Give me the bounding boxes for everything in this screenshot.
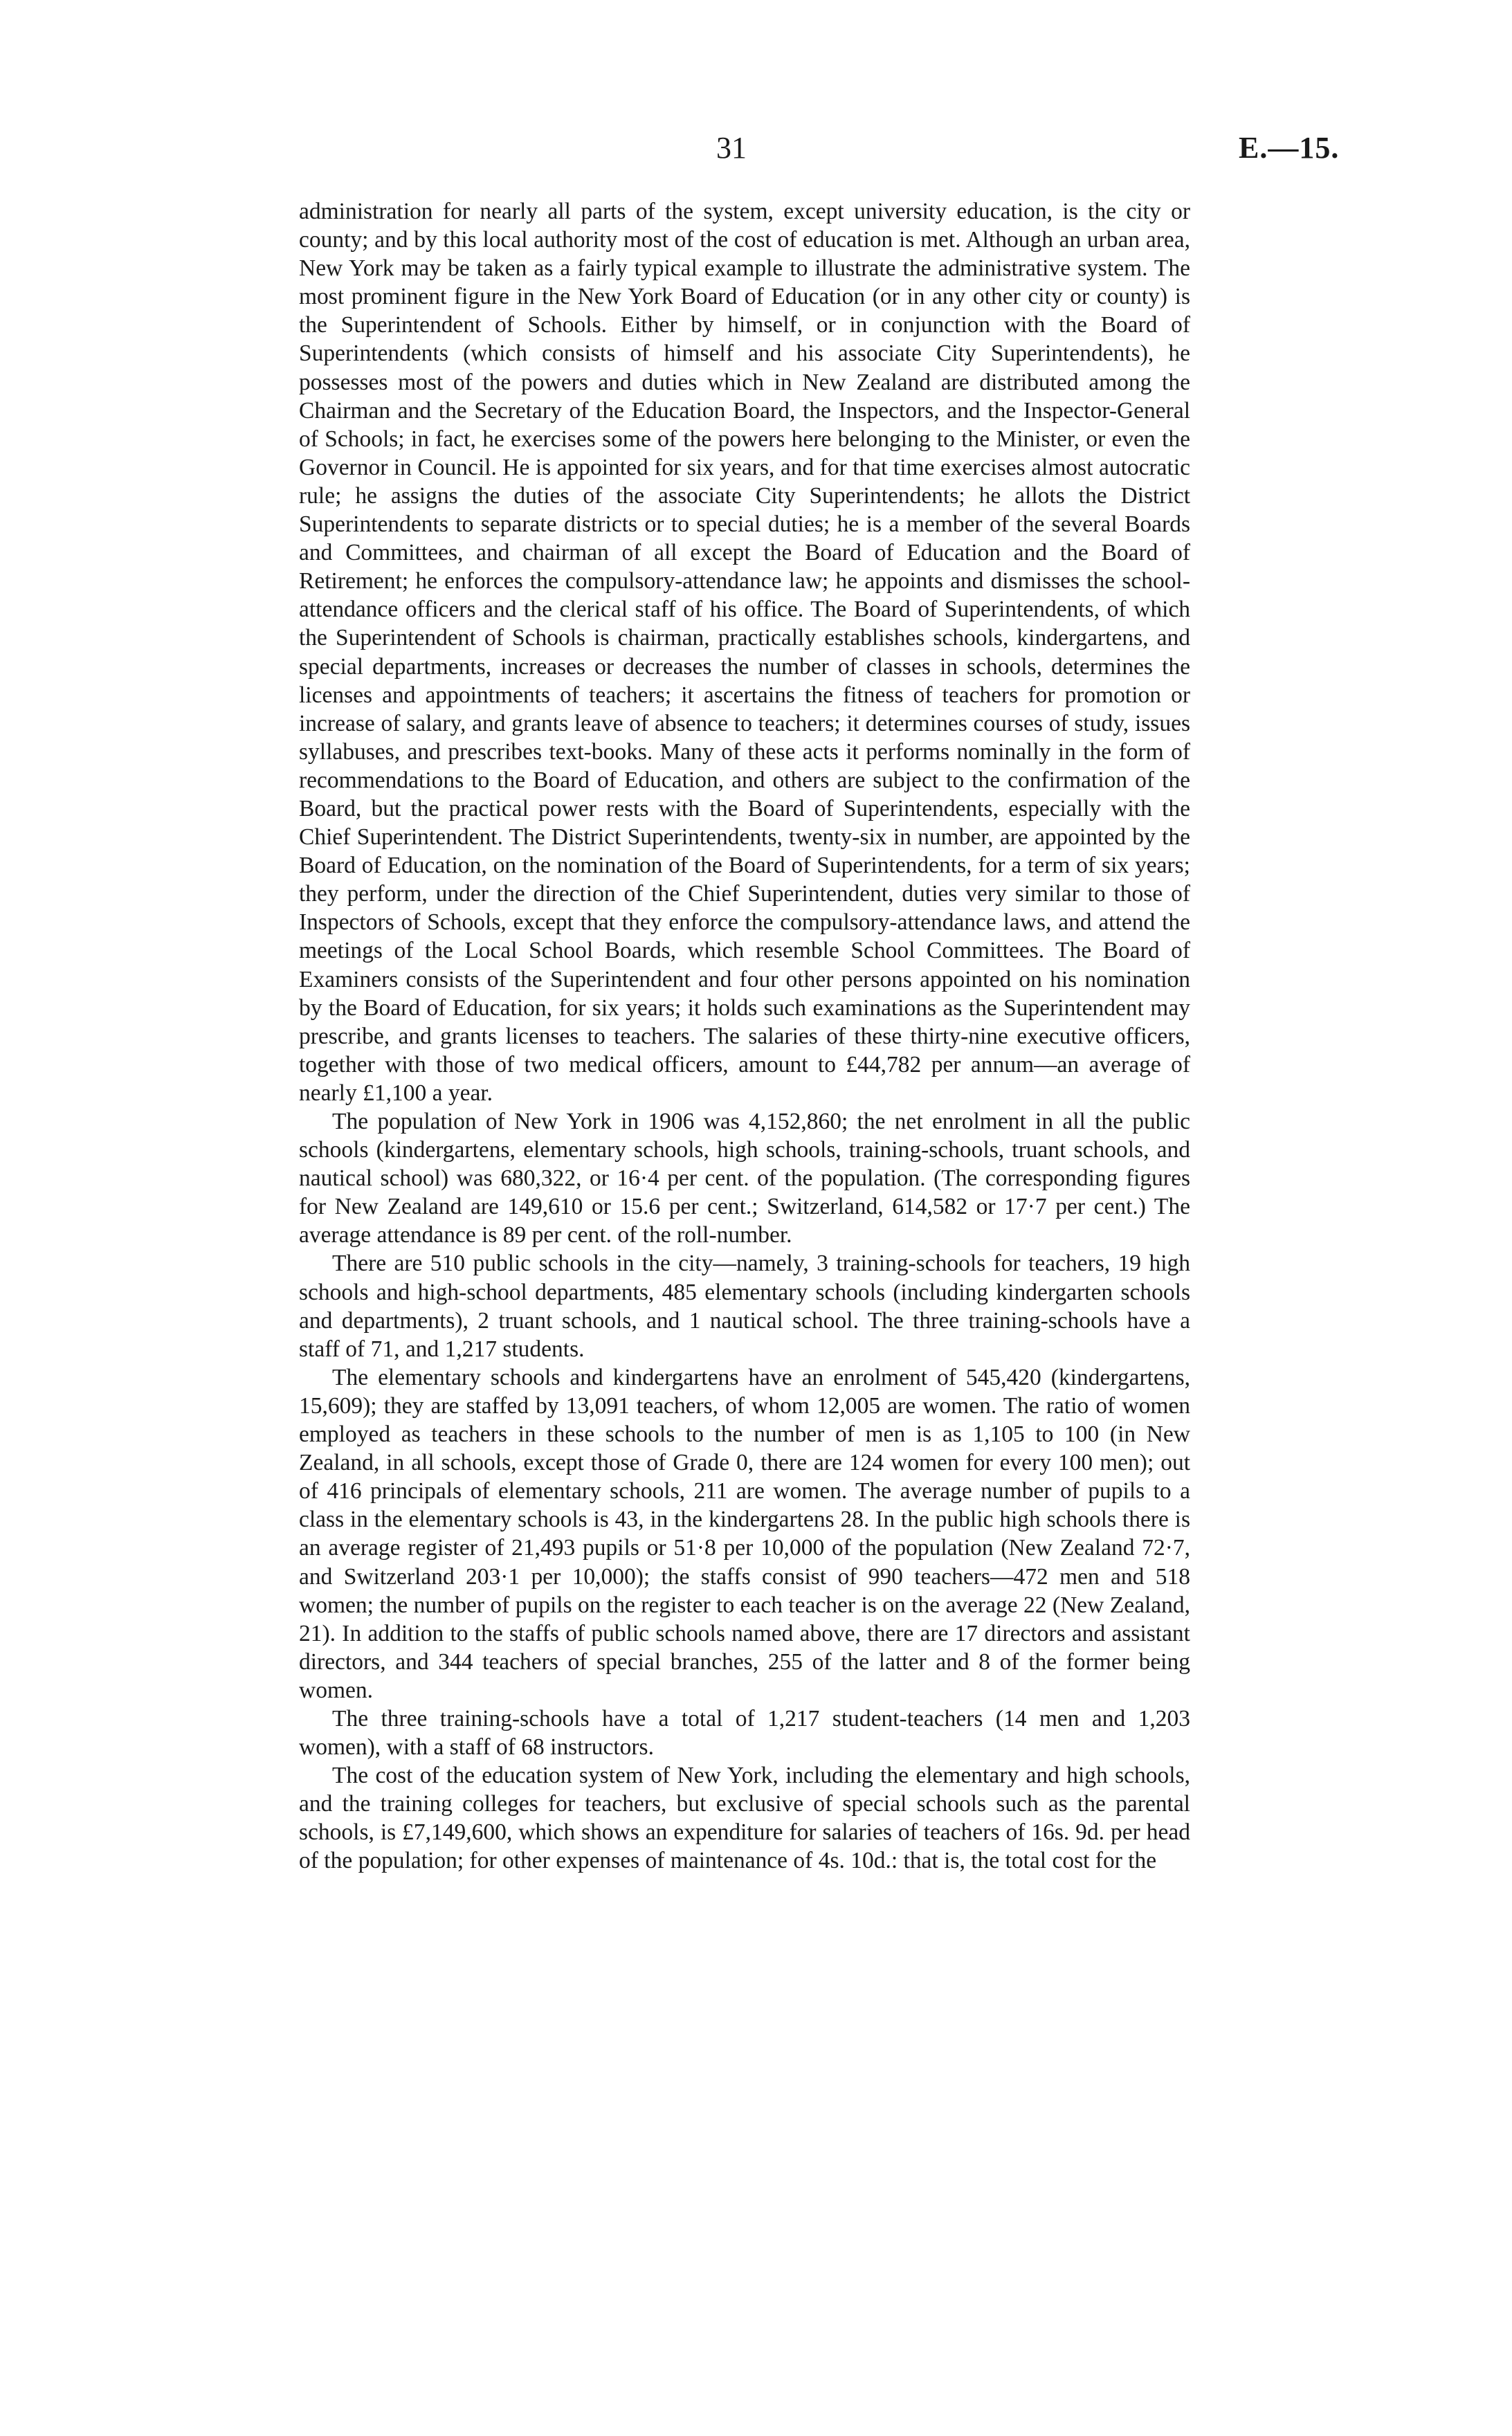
page-number: 31 (716, 131, 747, 165)
paragraph-elementary-schools: The elementary schools and kindergartens have an enrolment of 545,420 (kindergartens, 15,609); they are staffed by 13,091 teachers, of whom 12,005 are women. The ratio of women employed as teachers in these schools to the number of men is as 1,105 to 100 (in New Zealand, in all schools, except those of Grade 0, there are 124 women for every 100 men); out of 416 principals of elementary schools, 211 are women. The average number of pupils to a class in the elementary schools is 43, in the kindergartens 28. In the public high schools there is an average register of 21,493 pupils or 51·8 per 10,000 of the population (New Zealand 72·7, and Switzerland 203·1 per 10,000); the staffs consist of 990 teachers—472 men and 518 women; the number of pupils on the register to each teacher is on the average 22 (New Zealand, 21). In addition to the staffs of public schools named above, there are 17 directors and assistant directors, and 344 teachers of special branches, 255 of the latter and 8 of the former being women. (299, 1364, 1190, 1703)
paragraph-cost: The cost of the education system of New York, including the elementary and high schools, and the training colleges for teachers, but exclusive of special schools such as the parental schools, is £7,149,600, which shows an expenditure for salaries of teachers of 16s. 9d. per head of the population; for other expenses of maintenance of 4s. 10d.: that is, the total cost for the (299, 1763, 1190, 1874)
paragraph-administration: administration for nearly all parts of the system, except university education, is the city or county; and by this local authority most of the cost of education is met. Although an urban area, New York may be taken as a fairly typical example to illustrate the administrative system. The most prominent figure in the New York Board of Education (or in any other city or county) is the Superintendent of Schools. Either by himself, or in conjunction with the Board of Superintendents (which consists of himself and his associate City Superintendents), he possesses most of the powers and duties which in New Zealand are distributed among the Chairman and the Secretary of the Education Board, the Inspectors, and the Inspector-General of Schools; in fact, he exercises some of the powers here belonging to the Minister, or even the Governor in Council. He is appointed for six years, and for that time exercises almost autocratic rule; he assigns the duties of the associate City Superintendents; he allots the District Superintendents to separate districts or to special duties; he is a member of the several Boards and Committees, and chairman of all except the Board of Education and the Board of Retirement; he enforces the compulsory-attendance law; he appoints and dismisses the school-attendance officers and the clerical staff of his office. The Board of Superintendents, of which the Superintendent of Schools is chairman, practically establishes schools, kindergartens, and special departments, increases or decreases the number of classes in schools, determines the licenses and appointments of teachers; it ascertains the fitness of teachers for promotion or increase of salary, and grants leave of absence to teachers; it determines courses of study, issues syllabuses, and prescribes text-books. Many of these acts it performs nominally in the form of recommendations to the Board of Education, and others are subject to the confirmation of the Board, but the practical power rests with the Board of Superintendents, especially with the Chief Superintendent. The District Superintendents, twenty-six in number, are appointed by the Board of Education, on the nomination of the Board of Superintendents, for a term of six years; they perform, under the direction of the Chief Superintendent, duties very similar to those of Inspectors of Schools, except that they enforce the compulsory-attendance laws, and attend the meetings of the Local School Boards, which resemble School Committees. The Board of Examiners consists of the Superintendent and four other persons appointed on his nomination by the Board of Education, for six years; it holds such examinations as the Superintendent may prescribe, and grants licenses to teachers. The salaries of these thirty-nine executive officers, together with those of two medical officers, amount to £44,782 per annum—an average of nearly £1,100 a year. (299, 199, 1190, 1106)
paragraph-public-schools: There are 510 public schools in the city—namely, 3 training-schools for teachers, 19 high schools and high-school departments, 485 elementary schools (including kindergarten schools and departments), 2 truant schools, and 1 nautical school. The three training-schools have a staff of 71, and 1,217 students. (299, 1251, 1190, 1362)
paragraph-training-schools: The three training-schools have a total of 1,217 student-teachers (14 men and 1,203 women), with a staff of 68 instructors. (299, 1705, 1190, 1761)
body-text (299, 197, 1190, 1875)
page-header (0, 130, 1512, 172)
document-reference: E.—15. (1239, 131, 1340, 165)
paragraph-population: The population of New York in 1906 was 4,152,860; the net enrolment in all the public schools (kindergartens, elementary schools, high schools, training-schools, truant schools, and nautical school) was 680,322, or 16·4 per cent. of the population. (The corresponding figures for New Zealand are 149,610 or 15.6 per cent.; Switzerland, 614,582 or 17·7 per cent.) The average attendance is 89 per cent. of the roll-number. (299, 1109, 1190, 1248)
